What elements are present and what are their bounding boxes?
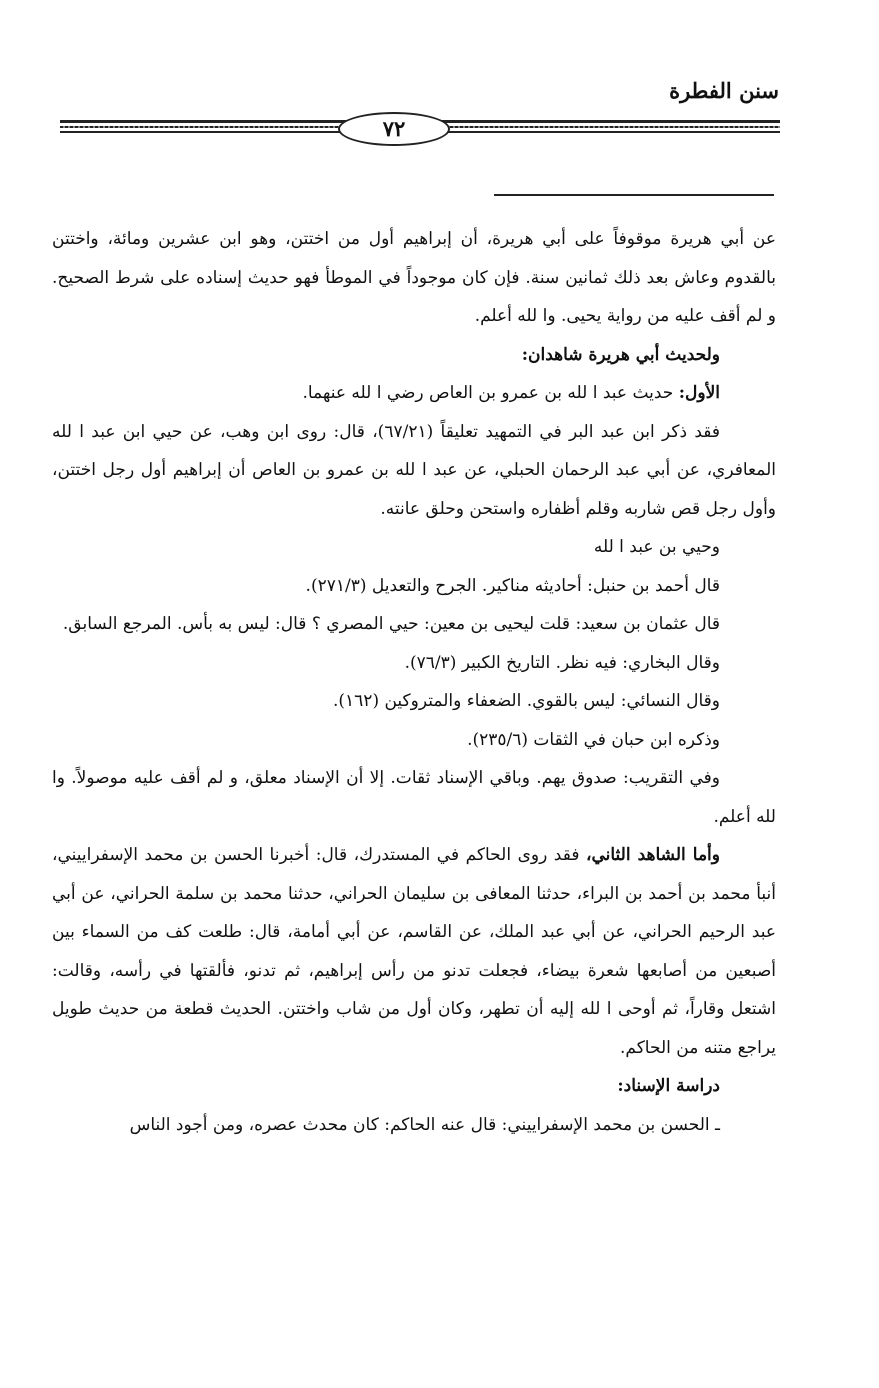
paragraph: وفي التقريب: صدوق يهم. وباقي الإسناد ثقات. إلا أن الإسناد معلق، و لم أقف عليه موصولاً. وا لله أعلم.	[52, 768, 776, 827]
section-separator-rule	[494, 194, 774, 196]
paragraph-text: حديث عبد ا لله بن عمرو بن العاص رضي ا لله عنهما.	[302, 383, 679, 403]
paragraph-text: فقد روى الحاكم في المستدرك، قال: أخبرنا الحسن بن محمد الإسفراييني، أنبأ محمد بن أحمد بن البراء، حدثنا المعافى بن سليمان الحراني، حدثنا محمد بن سلمة الحراني، عن أبي عبد الرحيم الحراني، عن أبي عبد الملك، عن القاسم، عن أبي أمامة، قال: طلعت كف من السماء بين أصبعين من أصابعها شعرة بيضاء، فجعلت تدنو من رأس إبراهيم، ثم تدنو، فألقتها في رأسه، وقالت: اشتعل وقاراً، ثم أوحى ا لله إليه أن تطهر، وكان أول من شاب واختتن. الحديث قطعة من حديث طويل يراجع متنه من الحاكم.	[52, 845, 776, 1058]
paragraph: وقال النسائي: ليس بالقوي. الضعفاء والمتروكين (١٦٢).	[333, 691, 720, 711]
paragraph	[52, 374, 776, 413]
paragraph: عن أبي هريرة موقوفاً على أبي هريرة، أن إبراهيم أول من اختتن، وهو ابن عشرين ومائة، واختتن بالقدوم وعاش بعد ذلك ثمانين سنة. فإن كان موجوداً في الموطأ فهو حديث إسناده على شرط الصحيح. و لم أقف عليه من رواية يحيى. وا لله أعلم.	[52, 229, 776, 326]
body-text	[52, 220, 776, 1144]
section-heading: دراسة الإسناد:	[617, 1076, 720, 1096]
paragraph-lead: وأما الشاهد الثاني،	[585, 845, 720, 865]
running-header-title: سنن الفطرة	[669, 78, 779, 103]
paragraph-lead: الأول:	[678, 383, 720, 403]
paragraph: قال عثمان بن سعيد: قلت ليحيى بن معين: حيي المصري ؟ قال: ليس به بأس. المرجع السابق.	[62, 614, 720, 634]
page-number-badge: ٧٢	[338, 112, 450, 146]
section-heading: ولحديث أبي هريرة شاهدان:	[521, 344, 720, 365]
paragraph	[52, 836, 776, 1067]
paragraph: فقد ذكر ابن عبد البر في التمهيد تعليقاً (٦٧/٢١)، قال: روى ابن وهب، عن حيي ابن عبد ا لله المعافري، عن أبي عبد الرحمان الحبلي، عن عبد ا لله بن عمرو بن العاص أن إبراهيم أول رجل اختتن، وأول رجل قص شاربه وقلم أظفاره واستحن وحلق عانته.	[52, 421, 776, 519]
paragraph: وذكره ابن حبان في الثقات (٢٣٥/٦).	[467, 729, 720, 750]
paragraph: قال أحمد بن حنبل: أحاديثه مناكير. الجرح والتعديل (٢٧١/٣).	[305, 575, 720, 596]
paragraph: ـ الحسن بن محمد الإسفراييني: قال عنه الحاكم: كان محدث عصره، ومن أجود الناس	[129, 1114, 720, 1135]
paragraph: وحيي بن عبد ا لله	[593, 537, 720, 557]
paragraph: وقال البخاري: فيه نظر. التاريخ الكبير (٧٦/٣).	[404, 652, 720, 673]
